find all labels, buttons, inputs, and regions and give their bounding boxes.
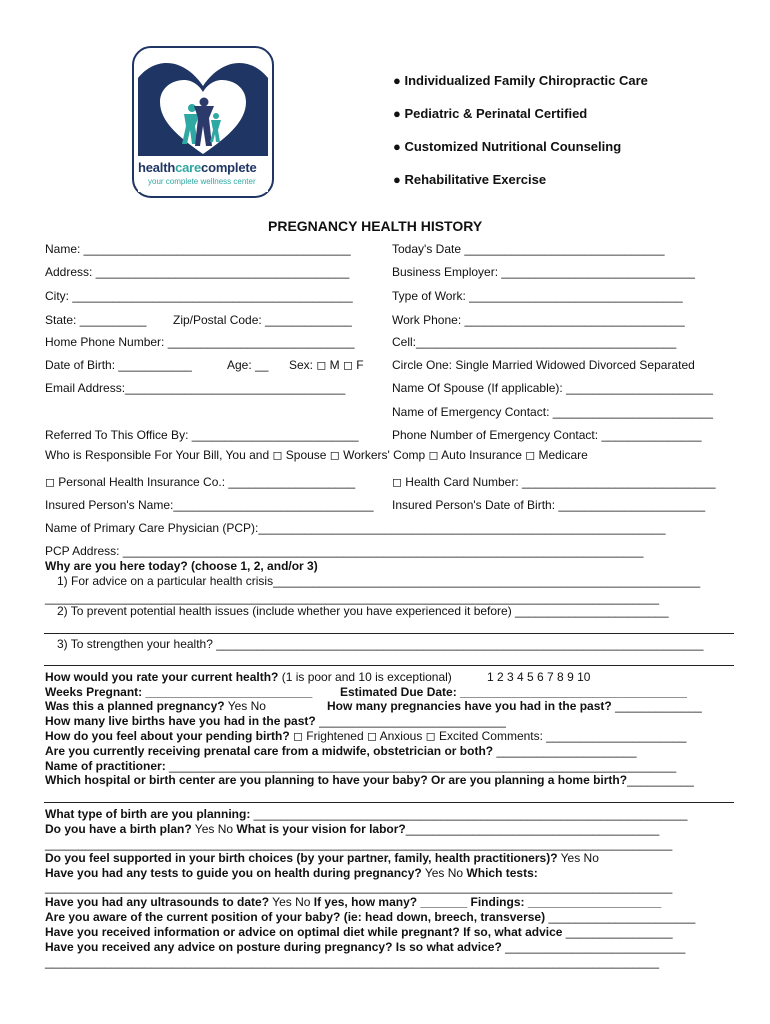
baby-position-line[interactable]: ______________________ [545, 910, 696, 924]
ultrasound-row[interactable] [45, 895, 661, 909]
support-question: Do you feel supported in your birth choices (by your partner, family, health practitioners)? [45, 851, 558, 865]
service-item: ● Pediatric & Perinatal Certified [393, 106, 588, 121]
why-option-1-line[interactable]: ____________________________________________________________________________________________ [45, 591, 659, 605]
birth-location-question: Which hospital or birth center are you planning to have your baby? Or are you planning a home birth? [45, 773, 628, 787]
work-type-field[interactable]: Type of Work: ________________________________ [392, 289, 683, 303]
city-field[interactable]: City: __________________________________________ [45, 289, 353, 303]
why-option-1[interactable]: 1) For advice on a particular health crisis________________________________________________________________ [57, 574, 701, 588]
section-divider [44, 665, 734, 666]
birth-type-row[interactable] [45, 807, 687, 821]
posture-advice-line[interactable]: ___________________________ [501, 940, 686, 954]
age-field[interactable]: Age: __ [227, 358, 269, 372]
practitioner-row[interactable] [45, 759, 676, 773]
which-tests-label: Which tests: [466, 866, 538, 880]
bill-responsibility-checkboxes[interactable]: Who is Responsible For Your Bill, You and ◻ Spouse ◻ Workers' Comp ◻ Auto Insurance ◻ Medicare [45, 448, 588, 462]
tests-line-2[interactable]: ______________________________________________________________________________________________ [45, 880, 673, 894]
weeks-pregnant-field[interactable]: Weeks Pregnant: _________________________ [45, 685, 313, 699]
birth-location-line[interactable]: __________ [627, 773, 694, 787]
prenatal-question: Are you currently receiving prenatal care from a midwife, obstetrician or both? [45, 744, 494, 758]
birth-location-row[interactable] [45, 773, 694, 787]
feelings-options[interactable]: ◻ Frightened ◻ Anxious ◻ Excited Comments: _____________________ [289, 729, 687, 743]
baby-position-row[interactable] [45, 910, 695, 924]
health-card-field[interactable]: ◻ Health Card Number: _____________________________ [392, 475, 716, 489]
marital-status-options[interactable]: Circle One: Single Married Widowed Divorced Separated [392, 358, 695, 372]
sex-checkboxes[interactable]: Sex: ◻ M ◻ F [289, 358, 364, 372]
tests-question: Have you had any tests to guide you on health during pregnancy? [45, 866, 422, 880]
insured-dob-field[interactable]: Insured Person's Date of Birth: ______________________ [392, 498, 706, 512]
service-item: ● Customized Nutritional Counseling [393, 139, 622, 154]
health-rating-row[interactable] [45, 670, 452, 684]
clinic-logo [132, 46, 274, 198]
pcp-name-field[interactable]: Name of Primary Care Physician (PCP):_____________________________________________________________ [45, 521, 666, 535]
insured-name-field[interactable]: Insured Person's Name:______________________________ [45, 498, 374, 512]
posture-advice-row[interactable] [45, 940, 685, 954]
baby-position-question: Are you aware of the current position of your baby? (ie: head down, breech, transverse) [45, 910, 546, 924]
labor-vision-line-2[interactable]: ______________________________________________________________________________________________ [45, 837, 673, 851]
feelings-question: How do you feel about your pending birth? [45, 729, 290, 743]
health-rating-question: How would you rate your current health? [45, 670, 279, 684]
live-births-line[interactable]: ____________________________ [315, 714, 506, 728]
posture-advice-line-2[interactable]: ____________________________________________________________________________________________ [45, 955, 659, 969]
planned-question: Was this a planned pregnancy? [45, 699, 225, 713]
ultrasound-count-findings[interactable]: If yes, how many? _______ Findings: ____________________ [313, 895, 662, 909]
address-field[interactable]: Address: ______________________________________ [45, 265, 350, 279]
logo-word-complete: complete [201, 160, 257, 175]
diet-advice-line[interactable]: ________________ [562, 925, 673, 939]
referred-by-field[interactable]: Referred To This Office By: _________________________ [45, 428, 359, 442]
logo-wordmark [138, 160, 257, 175]
todays-date-field[interactable]: Today's Date ______________________________ [392, 242, 665, 256]
email-field[interactable]: Email Address:_________________________________ [45, 381, 346, 395]
planned-answer[interactable]: Yes No [224, 699, 266, 713]
birth-plan-row[interactable] [45, 822, 659, 836]
why-here-question: Why are you here today? (choose 1, 2, and/or 3) [45, 559, 318, 573]
spouse-name-field[interactable]: Name Of Spouse (If applicable): ______________________ [392, 381, 713, 395]
section-divider [44, 633, 734, 634]
dob-field[interactable]: Date of Birth: ___________ [45, 358, 192, 372]
pending-birth-feelings-row[interactable] [45, 729, 686, 743]
health-rating-scale[interactable]: 1 2 3 4 5 6 7 8 9 10 [487, 670, 591, 684]
posture-advice-question: Have you received any advice on posture during pregnancy? Is so what advice? [45, 940, 502, 954]
past-pregnancies-question: How many pregnancies have you had in the past? [327, 699, 612, 713]
support-answer[interactable]: Yes No [557, 851, 599, 865]
birth-support-row[interactable] [45, 851, 599, 865]
birth-type-question: What type of birth are you planning: [45, 807, 251, 821]
why-option-2[interactable]: 2) To prevent potential health issues (include whether you have experienced it before) _______________________ [57, 604, 669, 618]
tests-answer[interactable]: Yes No [421, 866, 467, 880]
pcp-address-field[interactable]: PCP Address: ______________________________________________________________________________ [45, 544, 644, 558]
ultrasound-question: Have you had any ultrasounds to date? [45, 895, 270, 909]
past-pregnancies-line[interactable]: _____________ [611, 699, 702, 713]
labor-vision-line[interactable]: ______________________________________ [405, 822, 660, 836]
practitioner-line[interactable]: ____________________________________________________________________________ [165, 759, 677, 773]
why-option-3[interactable]: 3) To strengthen your health? _________________________________________________________________________ [57, 637, 704, 651]
form-title: PREGNANCY HEALTH HISTORY [268, 218, 483, 234]
logo-word-health: health [138, 160, 176, 175]
ultrasound-answer[interactable]: Yes No [269, 895, 314, 909]
section-divider [44, 802, 734, 803]
employer-field[interactable]: Business Employer: _____________________________ [392, 265, 695, 279]
insurance-company-field[interactable]: ◻ Personal Health Insurance Co.: ___________________ [45, 475, 356, 489]
service-item: ● Individualized Family Chiropractic Care [393, 73, 648, 88]
emergency-contact-field[interactable]: Name of Emergency Contact: ________________________ [392, 405, 713, 419]
emergency-phone-field[interactable]: Phone Number of Emergency Contact: _______________ [392, 428, 702, 442]
due-date-field[interactable]: Estimated Due Date: __________________________________ [340, 685, 687, 699]
birth-plan-question: Do you have a birth plan? [45, 822, 192, 836]
state-field[interactable]: State: __________ [45, 313, 147, 327]
live-births-row[interactable] [45, 714, 506, 728]
labor-vision-question: What is your vision for labor? [236, 822, 406, 836]
logo-graphic [132, 46, 274, 198]
diet-advice-question: Have you received information or advice on optimal diet while pregnant? If so, what advice [45, 925, 563, 939]
zip-field[interactable]: Zip/Postal Code: _____________ [173, 313, 352, 327]
name-field[interactable]: Name: ________________________________________ [45, 242, 351, 256]
service-item: ● Rehabilitative Exercise [393, 172, 547, 187]
cell-field[interactable]: Cell:_______________________________________ [392, 335, 677, 349]
live-births-question: How many live births have you had in the past? [45, 714, 316, 728]
home-phone-field[interactable]: Home Phone Number: ____________________________ [45, 335, 355, 349]
prenatal-care-row[interactable] [45, 744, 637, 758]
planned-pregnancy-row[interactable] [45, 699, 266, 713]
health-rating-note: (1 is poor and 10 is exceptional) [278, 670, 452, 684]
birth-plan-answer[interactable]: Yes No [191, 822, 237, 836]
past-pregnancies-row[interactable] [327, 699, 702, 713]
logo-word-care: care [175, 160, 202, 175]
diet-advice-row[interactable] [45, 925, 673, 939]
practitioner-label: Name of practitioner: [45, 759, 166, 773]
prenatal-line[interactable]: _____________________ [493, 744, 637, 758]
tests-row[interactable] [45, 866, 538, 880]
logo-tagline: your complete wellness center [148, 177, 256, 186]
work-phone-field[interactable]: Work Phone: _________________________________ [392, 313, 685, 327]
birth-type-line[interactable]: _________________________________________________________________ [250, 807, 688, 821]
